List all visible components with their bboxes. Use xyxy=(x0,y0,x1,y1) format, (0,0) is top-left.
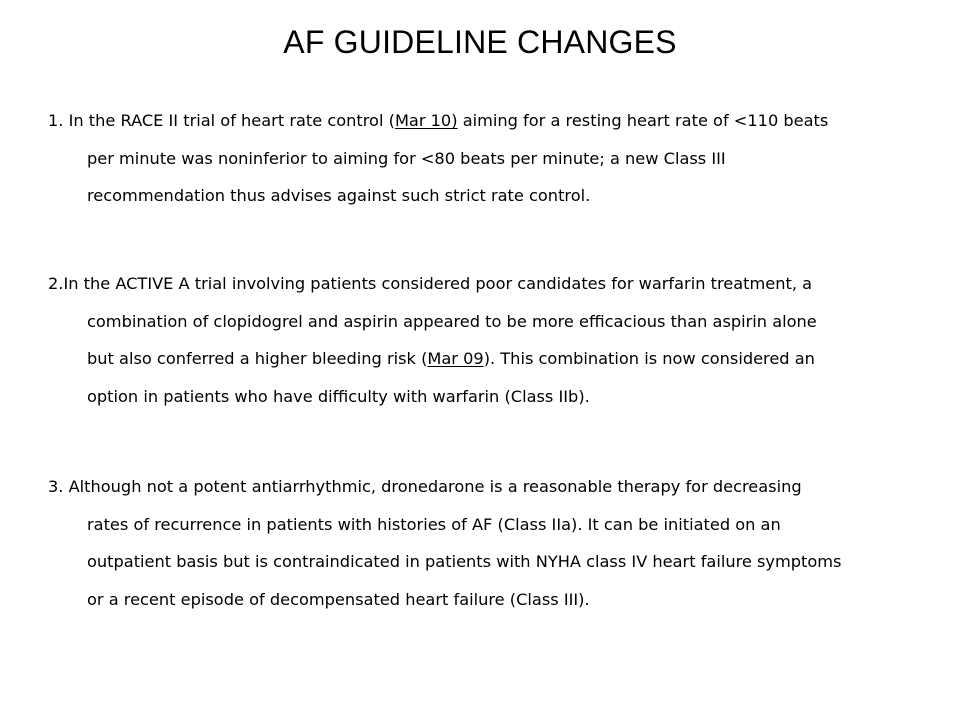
paragraph-active-a xyxy=(48,265,910,415)
paragraph-line: 3. Although not a potent antiarrhythmic, dronedarone is a reasonable therapy for decreasing xyxy=(48,477,802,496)
slide-title: AF GUIDELINE CHANGES xyxy=(283,24,677,60)
paragraph-line: recommendation thus advises against such strict rate control. xyxy=(87,186,591,205)
paragraph-line: combination of clopidogrel and aspirin appeared to be more efficacious than aspirin alone xyxy=(87,311,817,331)
paragraph-line: per minute was noninferior to aiming for <80 beats per minute; a new Class III xyxy=(87,148,726,168)
text-segment: ). This combination is now considered an xyxy=(483,349,815,368)
citation-mar-09: Mar 09 xyxy=(427,349,484,368)
text-segment: aiming for a resting heart rate of <110 beats xyxy=(457,111,829,130)
text-segment: 1. In the RACE II trial of heart rate control ( xyxy=(48,111,395,130)
paragraph-line: or a recent episode of decompensated heart failure (Class III). xyxy=(87,589,590,609)
paragraph-line: outpatient basis but is contraindicated in patients with NYHA class IV heart failure symptoms xyxy=(87,552,842,571)
paragraph-line xyxy=(48,340,910,378)
paragraph-race-ii xyxy=(48,102,910,215)
citation-mar-10: Mar 10) xyxy=(394,111,458,130)
paragraph-line: option in patients who have difficulty with warfarin (Class IIb). xyxy=(87,386,590,406)
text-segment: but also conferred a higher bleeding risk ( xyxy=(87,349,428,368)
paragraph-line: rates of recurrence in patients with histories of AF (Class IIa). It can be initiated on an xyxy=(87,514,781,534)
paragraph-line xyxy=(48,102,910,140)
paragraph-dronedarone xyxy=(48,468,910,618)
paragraph-line: 2.In the ACTIVE A trial involving patients considered poor candidates for warfarin treatment, a xyxy=(48,274,813,293)
